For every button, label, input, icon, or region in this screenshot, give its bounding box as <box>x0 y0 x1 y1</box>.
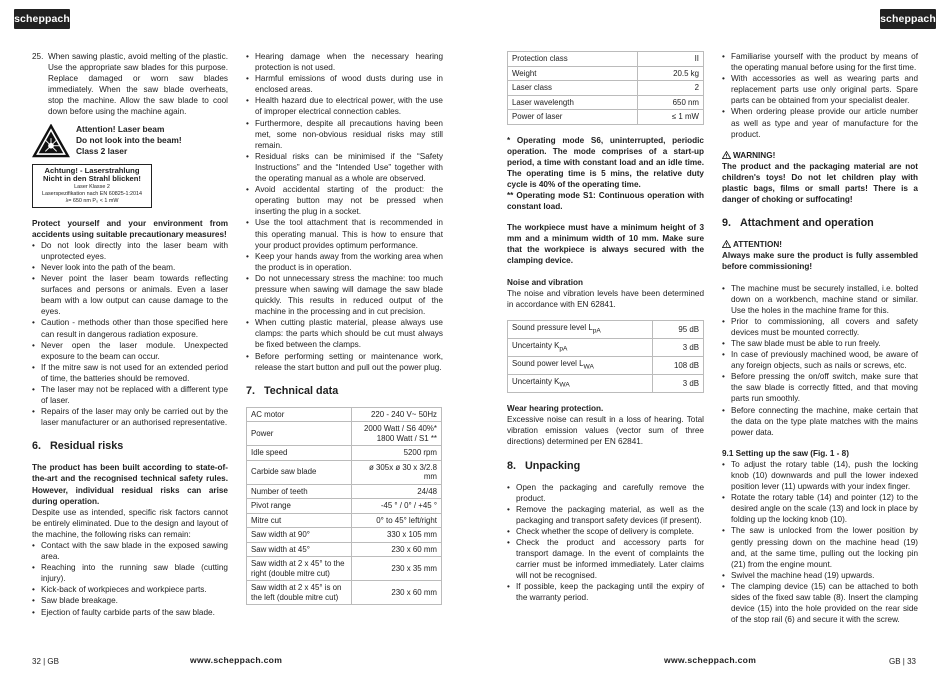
table-row: Saw width at 45° 230 x 60 mm <box>247 542 442 557</box>
list-item: • Reaching into the running saw blade (cutting injury). <box>32 562 228 584</box>
list-item: • Prior to commissioning, all covers and safety devices must be mounted correctly. <box>722 316 918 338</box>
page-number: 32 | GB <box>32 657 59 666</box>
bullet-list <box>722 51 918 140</box>
table-row: Sound pressure level $L_{pA}$ 95 dB <box>508 320 704 338</box>
list-item: • Avoid accidental starting of the product: the operating button may not be pressed when inserting the plug in a socket. <box>246 184 443 217</box>
list-item: • When ordering please provide our article number as well as type and year of manufacture for the product. <box>722 106 918 139</box>
list-item: • Do not unnecessary stress the machine: too much pressure when sawing will damage the saw blade quickly. This results in reduced output of the machine in the processing and in cut precision. <box>246 273 443 317</box>
warning-triangle-icon <box>722 151 731 159</box>
table-row: Power of laser ≤ 1 mW <box>508 110 704 125</box>
list-item: • Remove the packaging material, as well as the packaging and transport safety devices (if present). <box>507 504 704 526</box>
table-row: Uncertainty $K_{WA}$ 3 dB <box>508 375 704 393</box>
table-row: AC motor 220 - 240 V~ 50Hz <box>247 407 442 422</box>
attention-title: ATTENTION! <box>722 239 918 250</box>
table-row: Idle speed 5200 rpm <box>247 446 442 461</box>
list-item: • Before performing setting or maintenance work, release the start button and pull out the power plug. <box>246 351 443 373</box>
column-1 <box>32 51 228 618</box>
list-item: • Before connecting the machine, make certain that the data on the type plate matches with the mains power data. <box>722 405 918 438</box>
paragraph: The noise and vibration levels have been determined in accordance with EN 62841. <box>507 288 704 309</box>
list-item: • Harmful emissions of wood dusts during use in enclosed areas. <box>246 73 443 95</box>
warning-title: WARNING! <box>722 150 918 161</box>
bullet-list <box>722 283 918 438</box>
list-item: • Residual risks can be minimised if the “Safety Instructions” and the “Intended Use” together with the operating manual as a whole are observed. <box>246 151 443 184</box>
laser-warning-line: Do not look into the beam! <box>76 134 182 145</box>
brand-logo: scheppach <box>880 9 936 29</box>
table-row: Saw width at 2 x 45° to the right (double mitre cut) 230 x 35 mm <box>247 557 442 581</box>
warning-triangle-icon <box>722 240 731 248</box>
laser-label: Achtung! - Laserstrahlung Nicht in den Strahl blicken! Laser Klasse 2 Laserspezifikation nach EN 60825-1:2014 λ= 650 nm P₀ < 1 mW <box>32 164 152 208</box>
list-item: • The laser may not be replaced with a different type of laser. <box>32 384 228 406</box>
laser-warning <box>32 124 228 158</box>
list-item: • If possible, keep the packaging until the expiry of the warranty period. <box>507 581 704 603</box>
list-item: • Ejection of faulty carbide parts of the saw blade. <box>32 607 228 618</box>
list-item: • Caution - methods other than those specified here can result in dangerous radiation exposure. <box>32 317 228 339</box>
list-item: • Before pressing the on/off switch, make sure that the saw blade is correctly fitted, and that moving parts run smoothly. <box>722 371 918 404</box>
bullet-list <box>507 482 704 604</box>
warning-text: The product and the packaging material are not children's toys! Do not let children play with plastic bags, films or small parts! There is a danger of choking or suffocating! <box>722 161 918 205</box>
table-row: Power 2000 Watt / S6 40%* 1800 Watt / S1 ** <box>247 422 442 446</box>
section-heading: 6. Residual risks <box>32 440 124 453</box>
section-heading: 8. Unpacking <box>507 459 581 472</box>
workpiece-note: The workpiece must have a minimum height of 3 mm and a minimum width of 10 mm. Make sure that the workpiece is always secured with the clamping device. <box>507 223 704 266</box>
list-item: • Never point the laser beam towards reflecting surfaces and persons or animals. Even a laser beam with a low output can cause damage to the eyes. <box>32 273 228 317</box>
subsection-heading: 9.1 Setting up the saw (Fig. 1 - 8) <box>722 448 849 458</box>
technical-data-table <box>246 407 442 606</box>
list-item: 25. When sawing plastic, avoid melting of the plastic. Use the appropriate saw blades for this purpose. Replace damaged or worn saw blades immediately. When the saw blade overheats, stop the machine. Allow the saw blade to cool down before using the machine again. <box>32 52 228 117</box>
technical-data-table-continued <box>507 51 704 125</box>
list-item: • Check whether the scope of delivery is complete. <box>507 526 704 537</box>
footer-url: www.scheppach.com <box>664 655 757 665</box>
section-intro: Protect yourself and your environment from accidents using suitable precautionary measures! <box>32 218 228 239</box>
list-item: • Use the tool attachment that is recommended in this operating manual. This is how to ensure that your product provides optimum performance. <box>246 217 443 250</box>
list-item: • Saw blade breakage. <box>32 595 228 606</box>
column-3 <box>507 51 704 604</box>
paragraph: Excessive noise can result in a loss of hearing. Total vibration emission values (vector sum of three directions) determined per EN 62841. <box>507 415 704 447</box>
paragraph: Despite use as intended, specific risk factors cannot be entirely eliminated. Due to the design and layout of the machine, the following risks can remain: <box>32 507 228 539</box>
list-item: • When cutting plastic material, please always use clamps: the parts which should be cut must always be fixed between the clamps. <box>246 317 443 350</box>
operating-mode-note: * Operating mode S6, uninterrupted, periodic operation. The mode comprises of a start-up period, a time with constant load and an idle time. The operating time is 5 mins, the relative duty cycle is 40% of the operating time. <box>507 135 704 189</box>
list-item: • Rotate the rotary table (14) and pointer (12) to the desired angle on the scale (13) and lock in place by folding up the locking knob (10). <box>722 492 918 525</box>
page-number: GB | 33 <box>889 657 916 666</box>
section-heading: 9. Attachment and operation <box>722 217 874 230</box>
laser-warning-line: Attention! Laser beam <box>76 123 165 134</box>
subsection-heading: Noise and vibration <box>507 277 583 287</box>
list-item: • Furthermore, despite all precautions having been met, some non-obvious residual risks may still remain. <box>246 118 443 151</box>
list-item: • The saw is unlocked from the lower position by gently pressing down on the machine head (19) and, at the same time, pulling out the locking pin (21) from the engine mount. <box>722 525 918 569</box>
column-2 <box>246 51 443 605</box>
list-item: • Health hazard due to electrical power, with the use of improper electrical connection cables. <box>246 95 443 117</box>
list-item: • To adjust the rotary table (14), push the locking knob (10) downwards and pull the lower indexed position lever (11) upwards with your index finger. <box>722 459 918 492</box>
table-row: Saw width at 2 x 45° is on the left (double mitre cut) 230 x 60 mm <box>247 581 442 605</box>
table-row: Pivot range -45 ° / 0° / +45 ° <box>247 499 442 514</box>
brand-logo: scheppach <box>14 9 70 29</box>
table-row: Sound power level $L_{WA}$ 108 dB <box>508 356 704 374</box>
attention-text: Always make sure the product is fully assembled before commissioning! <box>722 251 918 272</box>
list-item: • Swivel the machine head (19) upwards. <box>722 570 918 581</box>
table-row: Uncertainty $K_{pA}$ 3 dB <box>508 338 704 356</box>
list-item: • Familiarise yourself with the product by means of the operating manual before using for the first time. <box>722 51 918 73</box>
list-item: • The saw blade must be able to run freely. <box>722 338 918 349</box>
list-item: • Do not look directly into the laser beam with unprotected eyes. <box>32 240 228 262</box>
table-row: Mitre cut 0° to 45° left/right <box>247 513 442 528</box>
bullet-list <box>246 51 443 373</box>
operating-mode-note: ** Operating mode S1: Continuous operation with constant load. <box>507 190 704 212</box>
paragraph: Wear hearing protection. <box>507 404 604 414</box>
list-item: • With accessories as well as wearing parts and replacement parts use only original parts. Spare parts can be obtained from your specialist dealer. <box>722 73 918 106</box>
paragraph: The product has been built according to state-of-the-art and the recognised technical safety rules. However, individual residual risks can arise during operation. <box>32 463 228 506</box>
list-item: • Never open the laser module. Unexpected exposure to the beam can occur. <box>32 340 228 362</box>
list-item: • In case of previously machined wood, be aware of any foreign objects, such as nails or screws, etc. <box>722 349 918 371</box>
table-row: Carbide saw blade ø 305x ø 30 x 3/2.8 mm <box>247 460 442 484</box>
list-item: • Hearing damage when the necessary hearing protection is not used. <box>246 51 443 73</box>
table-row: Number of teeth 24/48 <box>247 484 442 499</box>
list-item: • If the mitre saw is not used for an extended period of time, the batteries should be removed. <box>32 362 228 384</box>
table-row: Laser class 2 <box>508 81 704 96</box>
bullet-list <box>32 540 228 618</box>
laser-warning-icon <box>32 124 70 158</box>
list-item: • Check the product and accessory parts for transport damage. In the event of complaints the carrier must be informed immediately. Later claims will not be recognised. <box>507 537 704 581</box>
list-item: • Never look into the path of the beam. <box>32 262 228 273</box>
list-item: • Repairs of the laser may only be carried out by the laser manufacturer or an authorised representative. <box>32 406 228 428</box>
list-item: • Keep your hands away from the working area when the product is in operation. <box>246 251 443 273</box>
noise-table <box>507 320 704 393</box>
table-row: Laser wavelength 650 nm <box>508 95 704 110</box>
laser-warning-line: Class 2 laser <box>76 145 128 156</box>
list-item: • Open the packaging and carefully remove the product. <box>507 482 704 504</box>
footer-url: www.scheppach.com <box>190 655 283 665</box>
table-row: Saw width at 90° 330 x 105 mm <box>247 528 442 543</box>
table-row: Weight 20.5 kg <box>508 66 704 81</box>
list-item: • Contact with the saw blade in the exposed sawing area. <box>32 540 228 562</box>
column-4 <box>722 51 918 625</box>
bullet-list <box>32 240 228 429</box>
bullet-list <box>722 459 918 625</box>
section-heading: 7. Technical data <box>246 384 339 397</box>
table-row: Protection class II <box>508 52 704 67</box>
list-item: • Kick-back of workpieces and workpiece parts. <box>32 584 228 595</box>
list-item: • The machine must be securely installed, i.e. bolted down on a workbench, machine stand or similar. Use the holes in the machine frame for this. <box>722 283 918 316</box>
list-item: • The clamping device (15) can be attached to both sides of the fixed saw table (8). Insert the clamping device (15) into the hole provided on the rear side of the stop rail (6) and secure it with the screw. <box>722 581 918 625</box>
